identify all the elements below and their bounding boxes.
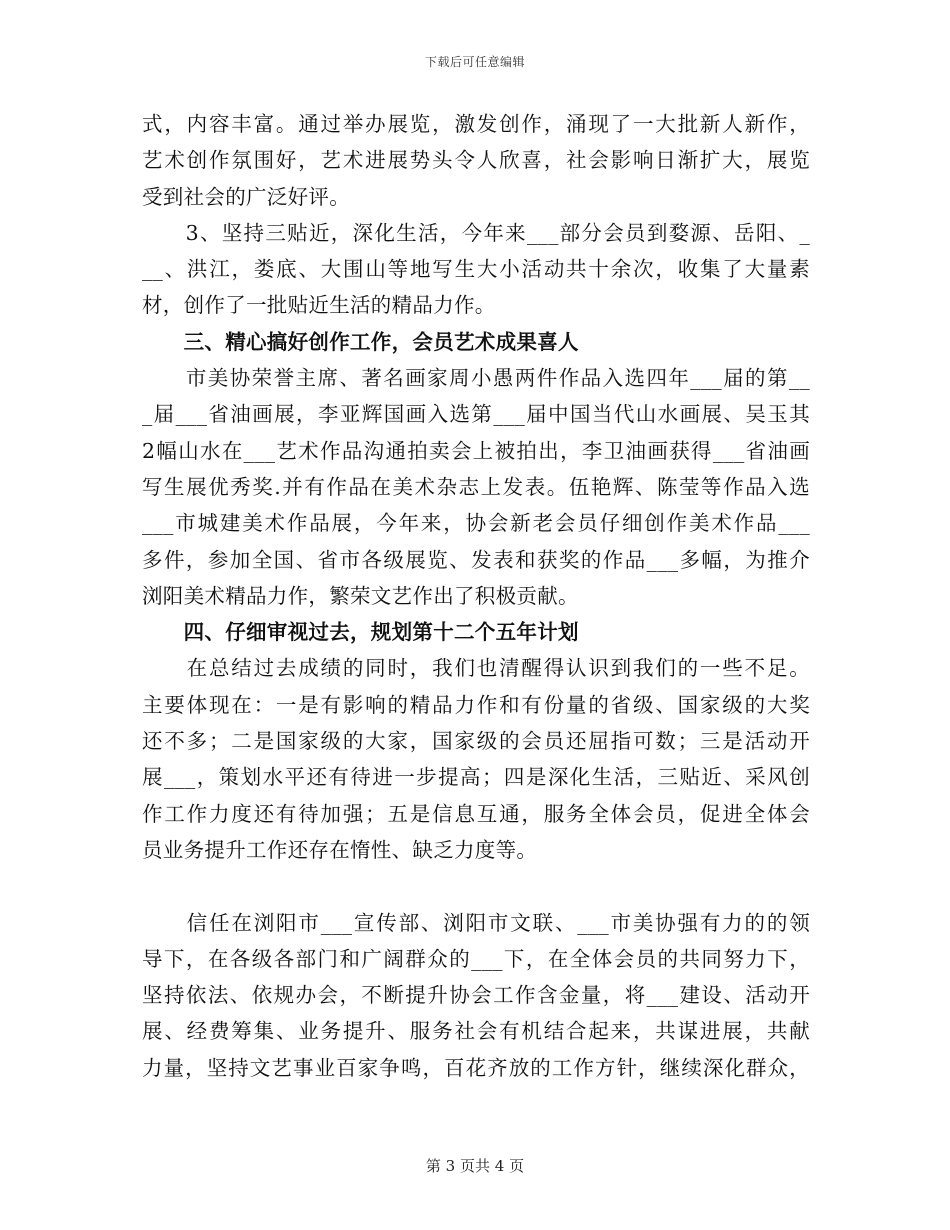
document-body bbox=[142, 106, 810, 1086]
body-line: 市美协荣誉主席、著名画家周小愚两件作品入选四年___届的第__ bbox=[142, 366, 810, 391]
body-line: _届___省油画展，李亚辉国画入选第___届中国当代山水画展、吴玉其 bbox=[142, 402, 810, 427]
body-line: 式，内容丰富。通过举办展览，激发创作，涌现了一大批新人新作， bbox=[142, 112, 810, 136]
section-heading: 四、仔细审视过去，规划第十二个五年计划 bbox=[142, 620, 579, 645]
body-line: 写生展优秀奖.并有作品在美术杂志上发表。伍艳辉、陈莹等作品入选 bbox=[142, 474, 810, 499]
body-line: 坚持依法、依规办会，不断提升协会工作含金量，将___建设、活动开 bbox=[142, 983, 810, 1008]
body-line: 2幅山水在___艺术作品沟通拍卖会上被拍出，李卫油画获得___省油画 bbox=[142, 438, 810, 463]
body-line: 作工作力度还有待加强；五是信息互通，服务全体会员，促进全体会 bbox=[142, 801, 810, 826]
page-number: 第 3 页共 4 页 bbox=[425, 1157, 525, 1175]
body-line: 多件，参加全国、省市各级展览、发表和获奖的作品___多幅，为推介 bbox=[142, 547, 810, 572]
body-line: 3、坚持三贴近，深化生活，今年来___部分会员到婺源、岳阳、_ bbox=[142, 220, 810, 245]
page-header: 下载后可任意编辑 bbox=[424, 55, 525, 69]
body-line: 还不多；二是国家级的大家，国家级的会员还屈指可数；三是活动开 bbox=[142, 729, 810, 754]
body-line: __、洪江，娄底、大围山等地写生大小活动共十余次，收集了大量素 bbox=[142, 257, 810, 282]
body-line: 艺术创作氛围好，艺术进展势头令人欣喜，社会影响日渐扩大，展览 bbox=[142, 148, 810, 173]
body-line: 受到社会的广泛好评。 bbox=[142, 184, 350, 209]
body-line: ___市城建美术作品展，今年来，协会新老会员仔细创作美术作品___ bbox=[142, 511, 810, 536]
section-heading: 三、精心搞好创作工作，会员艺术成果喜人 bbox=[142, 329, 579, 354]
body-line: 浏阳美术精品力作，繁荣文艺作出了积极贡献。 bbox=[142, 583, 579, 608]
body-line: 员业务提升工作还存在惰性、缺乏力度等。 bbox=[142, 837, 538, 862]
body-line: 展___，策划水平还有待进一步提高；四是深化生活，三贴近、采风创 bbox=[142, 765, 810, 790]
body-line: 力量，坚持文艺事业百家争鸣，百花齐放的工作方针，继续深化群众， bbox=[142, 1055, 810, 1080]
blank-line bbox=[142, 868, 810, 904]
body-line: 主要体现在：一是有影响的精品力作和有份量的省级、国家级的大奖 bbox=[142, 692, 810, 717]
body-line: 展、经费筹集、业务提升、服务社会有机结合起来，共谋进展，共献 bbox=[142, 1019, 810, 1044]
body-line: 在总结过去成绩的同时，我们也清醒得认识到我们的一些不足。 bbox=[142, 656, 810, 681]
body-line: 信任在浏阳市___宣传部、浏阳市文联、___市美协强有力的的领 bbox=[142, 910, 810, 935]
body-line: 材，创作了一批贴近生活的精品力作。 bbox=[142, 293, 496, 318]
body-line: 导下，在各级各部门和广阔群众的___下，在全体会员的共同努力下， bbox=[142, 946, 810, 971]
